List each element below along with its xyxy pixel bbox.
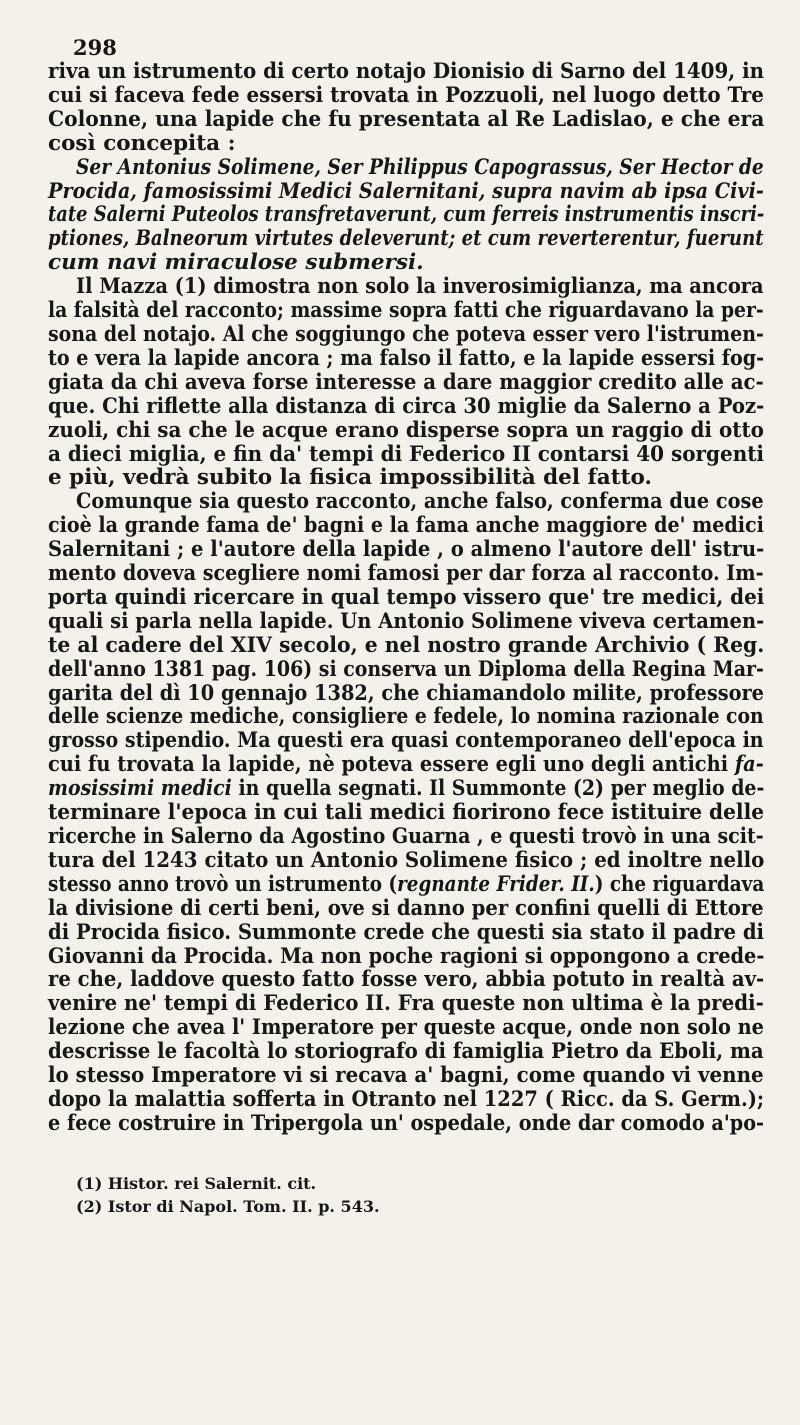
text-line: sona del notajo. Al che soggiungo che poteva esser vero l'istrumen- (48, 321, 764, 347)
text-line: lo stesso Imperatore vi si recava a' bagni, come quando vi venne (48, 1063, 764, 1089)
text-line: te al cadere del XIV secolo, e nel nostro grande Archivio ( Reg. (48, 632, 765, 658)
text-line: mento doveva scegliere nomi famosi per dar forza al racconto. Im- (48, 561, 764, 587)
text-line: stesso anno trovò un istrumento (regnante Frider. II.) che riguardava (48, 871, 765, 897)
text-line: la falsità del racconto; massime sopra fatti che riguardavano la per- (48, 298, 764, 324)
text-line: venire ne' tempi di Federico II. Fra queste non ultima è la predi- (48, 991, 764, 1017)
text-line: ptiones, Balneorum virtutes deleverunt; et cum reverterentur, fuerunt (48, 226, 764, 252)
text-line: Il Mazza (1) dimostra non solo la inverosimiglianza, ma ancora (76, 274, 764, 300)
text-line: cioè la grande fama de' bagni e la fama anche maggiore de' medici (48, 513, 764, 539)
text-line: Giovanni da Procida. Ma non poche ragioni si oppongono a crede- (48, 943, 765, 969)
text-line: to e vera la lapide ancora ; ma falso il fatto, e la lapide essersi fog- (48, 345, 765, 371)
text-line: zuoli, chi sa che le acque erano disperse sopra un raggio di otto (48, 417, 764, 443)
text-line: Colonne, una lapide che fu presentata al Re Ladislao, e che era (48, 106, 765, 132)
text-line: cum navi miraculose submersi. (48, 250, 424, 276)
text-line: Salernitani ; e l'autore della lapide , o almeno l'autore dell' istru- (48, 537, 765, 563)
main-text (48, 60, 764, 1136)
text-line: tate Salerni Puteolos transfretaverunt, cum ferreis instrumentis inscri- (48, 202, 765, 228)
text-line: a dieci miglia, e fin da' tempi di Federico II contarsi 40 sorgenti (48, 441, 765, 467)
text-line: lezione che avea l' Imperatore per queste acque, onde non solo ne (48, 1015, 764, 1041)
footnotes (48, 1172, 764, 1218)
text-line: cui fu trovata la lapide, nè poteva essere egli uno degli antichi fa- (48, 752, 764, 778)
text-line: Ser Antonius Solimene, Ser Philippus Capograssus, Ser Hector de (76, 154, 764, 180)
text-line: la divisione di certi beni, ove si danno per confini quelli di Ettore (48, 895, 764, 921)
text-line: mosissimi medici in quella segnati. Il Summonte (2) per meglio de- (48, 776, 765, 802)
text-line: garita del dì 10 gennajo 1382, che chiamandolo milite, professore (48, 680, 764, 706)
text-line: Procida, famosissimi Medici Salernitani, supra navim ab ipsa Civi- (48, 178, 764, 204)
footnote: (2) Istor di Napol. Tom. II. p. 543. (76, 1196, 380, 1216)
text-line: terminare l'epoca in cui tali medici fiorirono fece istituire delle (48, 800, 765, 826)
text-line: dopo la malattia sofferta in Otranto nel 1227 ( Ricc. da S. Germ.); (48, 1086, 765, 1112)
footnote: (1) Histor. rei Salernit. cit. (76, 1173, 317, 1193)
page-number: 298 (73, 35, 117, 60)
text-line: grosso stipendio. Ma questi era quasi contemporaneo dell'epoca in (48, 728, 764, 754)
text-line: e più, vedrà subito la fisica impossibilità del fatto. (48, 465, 653, 491)
text-line: e fece costruire in Tripergola un' ospedale, onde dar comodo a'po- (48, 1110, 765, 1136)
text-line: quali si parla nella lapide. Un Antonio Solimene viveva certamen- (48, 608, 765, 634)
text-line: di Procida fisico. Summonte crede che questi sia stato il padre di (48, 919, 765, 945)
text-line: descrisse le facoltà lo storiografo di famiglia Pietro da Eboli, ma (48, 1039, 764, 1065)
text-line: giata da chi aveva forse interesse a dare maggior credito alle ac- (48, 369, 764, 395)
text-line: cui si faceva fede essersi trovata in Pozzuoli, nel luogo detto Tre (48, 82, 764, 108)
text-line: tura del 1243 citato un Antonio Solimene fisico ; ed inoltre nello (48, 847, 765, 873)
text-line: riva un istrumento di certo notajo Dionisio di Sarno del 1409, in (48, 59, 765, 84)
text-line: dell'anno 1381 pag. 106) si conserva un Diploma della Regina Mar- (48, 656, 764, 682)
text-line: porta quindi ricercare in qual tempo vissero que' tre medici, dei (48, 584, 765, 610)
text-line: ricerche in Salerno da Agostino Guarna , e questi trovò in una scit- (48, 824, 764, 849)
text-line: que. Chi riflette alla distanza di circa 30 miglie da Salerno a Poz- (48, 393, 765, 419)
text-line: re che, laddove questo fatto fosse vero, abbia potuto in realtà av- (48, 967, 765, 993)
text-line: delle scienze mediche, consigliere e fedele, lo nomina razionale con (48, 704, 764, 730)
text-line: così concepita : (48, 130, 236, 156)
text-line: Comunque sia questo racconto, anche falso, conferma due cose (76, 489, 764, 515)
